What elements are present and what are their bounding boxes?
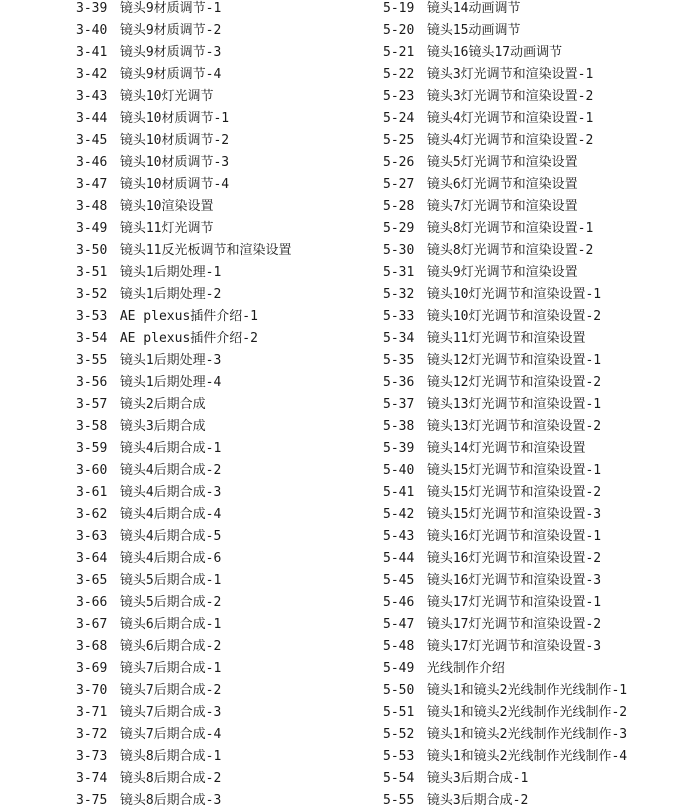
lesson-item bbox=[383, 526, 693, 548]
lesson-list-right-column bbox=[383, 0, 693, 812]
lesson-item bbox=[76, 240, 376, 262]
lesson-number: 3-44 bbox=[76, 111, 108, 126]
lesson-item bbox=[76, 394, 376, 416]
lesson-number: 3-69 bbox=[76, 661, 108, 676]
lesson-number: 3-63 bbox=[76, 529, 108, 544]
lesson-title: 镜头16灯光调节和渲染设置-2 bbox=[426, 551, 602, 566]
lesson-item bbox=[76, 570, 376, 592]
lesson-title: 镜头9灯光调节和渲染设置 bbox=[426, 265, 578, 280]
lesson-item bbox=[383, 284, 693, 306]
lesson-item bbox=[76, 526, 376, 548]
lesson-item bbox=[383, 416, 693, 438]
lesson-title: 镜头4灯光调节和渲染设置-2 bbox=[426, 133, 594, 148]
lesson-item bbox=[383, 768, 693, 790]
lesson-item bbox=[76, 350, 376, 372]
lesson-item bbox=[383, 790, 693, 812]
lesson-title: 镜头9材质调节-3 bbox=[119, 45, 222, 60]
lesson-number: 3-53 bbox=[76, 309, 108, 324]
lesson-item bbox=[76, 42, 376, 64]
lesson-number: 3-42 bbox=[76, 67, 108, 82]
lesson-title: 镜头10渲染设置 bbox=[119, 199, 214, 214]
lesson-title: 镜头17灯光调节和渲染设置-2 bbox=[426, 617, 602, 632]
lesson-title: 镜头1后期处理-3 bbox=[119, 353, 222, 368]
lesson-item bbox=[76, 460, 376, 482]
lesson-title: 镜头6后期合成-2 bbox=[119, 639, 222, 654]
lesson-number: 3-46 bbox=[76, 155, 108, 170]
lesson-number: 5-44 bbox=[383, 551, 415, 566]
lesson-number: 5-29 bbox=[383, 221, 415, 236]
lesson-number: 3-55 bbox=[76, 353, 108, 368]
lesson-title: 镜头3后期合成-2 bbox=[426, 793, 529, 808]
lesson-title: 镜头16灯光调节和渲染设置-1 bbox=[426, 529, 602, 544]
lesson-number: 3-49 bbox=[76, 221, 108, 236]
lesson-number: 5-45 bbox=[383, 573, 415, 588]
lesson-title: 镜头11灯光调节 bbox=[119, 221, 214, 236]
lesson-number: 5-31 bbox=[383, 265, 415, 280]
lesson-title: 镜头4后期合成-4 bbox=[119, 507, 222, 522]
lesson-item bbox=[76, 174, 376, 196]
lesson-title: 镜头6灯光调节和渲染设置 bbox=[426, 177, 578, 192]
lesson-title: 镜头16灯光调节和渲染设置-3 bbox=[426, 573, 602, 588]
lesson-title: 镜头3灯光调节和渲染设置-2 bbox=[426, 89, 594, 104]
lesson-item bbox=[383, 328, 693, 350]
lesson-number: 5-24 bbox=[383, 111, 415, 126]
lesson-title: 镜头1和镜头2光线制作光线制作-4 bbox=[426, 749, 628, 764]
lesson-item bbox=[76, 86, 376, 108]
lesson-number: 5-30 bbox=[383, 243, 415, 258]
lesson-number: 5-28 bbox=[383, 199, 415, 214]
lesson-item bbox=[76, 658, 376, 680]
lesson-number: 5-38 bbox=[383, 419, 415, 434]
lesson-number: 3-50 bbox=[76, 243, 108, 258]
lesson-number: 5-27 bbox=[383, 177, 415, 192]
lesson-title: 镜头7后期合成-3 bbox=[119, 705, 222, 720]
lesson-title: 镜头1后期处理-4 bbox=[119, 375, 222, 390]
lesson-title: 镜头4后期合成-6 bbox=[119, 551, 222, 566]
lesson-number: 3-51 bbox=[76, 265, 108, 280]
lesson-item bbox=[383, 108, 693, 130]
lesson-title: 镜头10灯光调节 bbox=[119, 89, 214, 104]
lesson-title: 镜头16镜头17动画调节 bbox=[426, 45, 563, 60]
lesson-number: 3-54 bbox=[76, 331, 108, 346]
lesson-number: 3-74 bbox=[76, 771, 108, 786]
lesson-title: 镜头7灯光调节和渲染设置 bbox=[426, 199, 578, 214]
lesson-item bbox=[76, 20, 376, 42]
lesson-number: 5-55 bbox=[383, 793, 415, 808]
lesson-title: 镜头9材质调节-4 bbox=[119, 67, 222, 82]
lesson-number: 5-34 bbox=[383, 331, 415, 346]
lesson-item bbox=[383, 0, 693, 20]
lesson-number: 3-75 bbox=[76, 793, 108, 808]
lesson-item bbox=[76, 592, 376, 614]
lesson-item bbox=[76, 328, 376, 350]
lesson-title: 镜头1和镜头2光线制作光线制作-2 bbox=[426, 705, 628, 720]
lesson-item bbox=[383, 20, 693, 42]
lesson-item bbox=[76, 768, 376, 790]
lesson-title: 镜头10材质调节-2 bbox=[119, 133, 230, 148]
lesson-title: 镜头8后期合成-2 bbox=[119, 771, 222, 786]
lesson-item bbox=[76, 636, 376, 658]
lesson-number: 3-45 bbox=[76, 133, 108, 148]
lesson-item bbox=[76, 438, 376, 460]
lesson-number: 3-48 bbox=[76, 199, 108, 214]
lesson-title: 镜头10材质调节-3 bbox=[119, 155, 230, 170]
lesson-title: 镜头17灯光调节和渲染设置-3 bbox=[426, 639, 602, 654]
lesson-item bbox=[383, 724, 693, 746]
lesson-item bbox=[383, 350, 693, 372]
lesson-item bbox=[76, 130, 376, 152]
lesson-number: 3-52 bbox=[76, 287, 108, 302]
lesson-item bbox=[76, 372, 376, 394]
lesson-item bbox=[383, 438, 693, 460]
lesson-number: 5-20 bbox=[383, 23, 415, 38]
lesson-item bbox=[76, 262, 376, 284]
lesson-title: 镜头10材质调节-4 bbox=[119, 177, 230, 192]
lesson-title: 镜头8后期合成-1 bbox=[119, 749, 222, 764]
lesson-number: 3-56 bbox=[76, 375, 108, 390]
lesson-title: AE plexus插件介绍-2 bbox=[119, 331, 258, 346]
lesson-number: 5-22 bbox=[383, 67, 415, 82]
lesson-title: 镜头4灯光调节和渲染设置-1 bbox=[426, 111, 594, 126]
lesson-item bbox=[383, 570, 693, 592]
lesson-item bbox=[383, 482, 693, 504]
lesson-number: 5-39 bbox=[383, 441, 415, 456]
lesson-title: 镜头15动画调节 bbox=[426, 23, 521, 38]
lesson-item bbox=[383, 372, 693, 394]
lesson-item bbox=[383, 306, 693, 328]
lesson-item bbox=[76, 416, 376, 438]
lesson-number: 3-58 bbox=[76, 419, 108, 434]
lesson-title: 镜头1和镜头2光线制作光线制作-3 bbox=[426, 727, 628, 742]
lesson-title: 镜头9材质调节-1 bbox=[119, 1, 222, 16]
lesson-item bbox=[383, 130, 693, 152]
lesson-item bbox=[383, 614, 693, 636]
lesson-item bbox=[383, 174, 693, 196]
lesson-title: 镜头15灯光调节和渲染设置-1 bbox=[426, 463, 602, 478]
lesson-item bbox=[76, 724, 376, 746]
lesson-item bbox=[76, 614, 376, 636]
lesson-title: 镜头3后期合成-1 bbox=[426, 771, 529, 786]
lesson-item bbox=[383, 548, 693, 570]
lesson-title: 镜头15灯光调节和渲染设置-2 bbox=[426, 485, 602, 500]
lesson-item bbox=[76, 152, 376, 174]
lesson-item bbox=[383, 702, 693, 724]
lesson-title: 镜头4后期合成-2 bbox=[119, 463, 222, 478]
lesson-item bbox=[76, 0, 376, 20]
lesson-title: 镜头3灯光调节和渲染设置-1 bbox=[426, 67, 594, 82]
lesson-number: 3-47 bbox=[76, 177, 108, 192]
lesson-title: 光线制作介绍 bbox=[426, 661, 505, 676]
lesson-number: 5-33 bbox=[383, 309, 415, 324]
lesson-title: 镜头11反光板调节和渲染设置 bbox=[119, 243, 292, 258]
lesson-item bbox=[383, 592, 693, 614]
lesson-title: 镜头17灯光调节和渲染设置-1 bbox=[426, 595, 602, 610]
lesson-number: 5-43 bbox=[383, 529, 415, 544]
lesson-item bbox=[383, 218, 693, 240]
lesson-number: 5-47 bbox=[383, 617, 415, 632]
lesson-number: 3-62 bbox=[76, 507, 108, 522]
lesson-item bbox=[383, 240, 693, 262]
lesson-item bbox=[383, 42, 693, 64]
lesson-number: 3-65 bbox=[76, 573, 108, 588]
lesson-item bbox=[383, 460, 693, 482]
lesson-title: 镜头10灯光调节和渲染设置-2 bbox=[426, 309, 602, 324]
lesson-number: 5-23 bbox=[383, 89, 415, 104]
lesson-title: 镜头12灯光调节和渲染设置-1 bbox=[426, 353, 602, 368]
lesson-number: 5-54 bbox=[383, 771, 415, 786]
lesson-title: 镜头11灯光调节和渲染设置 bbox=[426, 331, 586, 346]
lesson-number: 5-48 bbox=[383, 639, 415, 654]
lesson-number: 3-41 bbox=[76, 45, 108, 60]
lesson-item bbox=[383, 394, 693, 416]
lesson-number: 3-57 bbox=[76, 397, 108, 412]
lesson-title: 镜头15灯光调节和渲染设置-3 bbox=[426, 507, 602, 522]
lesson-title: 镜头8灯光调节和渲染设置-1 bbox=[426, 221, 594, 236]
lesson-title: 镜头1后期处理-2 bbox=[119, 287, 222, 302]
lesson-item bbox=[76, 680, 376, 702]
lesson-number: 3-73 bbox=[76, 749, 108, 764]
lesson-title: 镜头5灯光调节和渲染设置 bbox=[426, 155, 578, 170]
lesson-item bbox=[383, 262, 693, 284]
lesson-number: 5-26 bbox=[383, 155, 415, 170]
lesson-item bbox=[383, 86, 693, 108]
lesson-item bbox=[76, 548, 376, 570]
lesson-item bbox=[383, 746, 693, 768]
lesson-number: 3-70 bbox=[76, 683, 108, 698]
lesson-number: 5-40 bbox=[383, 463, 415, 478]
lesson-title: 镜头4后期合成-5 bbox=[119, 529, 222, 544]
lesson-title: 镜头7后期合成-4 bbox=[119, 727, 222, 742]
lesson-item bbox=[76, 196, 376, 218]
lesson-item bbox=[383, 64, 693, 86]
lesson-title: 镜头3后期合成 bbox=[119, 419, 206, 434]
lesson-item bbox=[383, 658, 693, 680]
lesson-number: 5-51 bbox=[383, 705, 415, 720]
lesson-title: 镜头2后期合成 bbox=[119, 397, 206, 412]
lesson-number: 3-67 bbox=[76, 617, 108, 632]
lesson-item bbox=[76, 746, 376, 768]
lesson-title: 镜头13灯光调节和渲染设置-2 bbox=[426, 419, 602, 434]
lesson-number: 3-60 bbox=[76, 463, 108, 478]
lesson-item bbox=[383, 636, 693, 658]
lesson-number: 5-19 bbox=[383, 1, 415, 16]
lesson-title: 镜头1和镜头2光线制作光线制作-1 bbox=[426, 683, 628, 698]
lesson-number: 3-61 bbox=[76, 485, 108, 500]
lesson-number: 5-37 bbox=[383, 397, 415, 412]
lesson-title: 镜头12灯光调节和渲染设置-2 bbox=[426, 375, 602, 390]
lesson-item bbox=[383, 196, 693, 218]
lesson-title: 镜头7后期合成-2 bbox=[119, 683, 222, 698]
lesson-number: 5-49 bbox=[383, 661, 415, 676]
lesson-title: 镜头8后期合成-3 bbox=[119, 793, 222, 808]
lesson-number: 5-42 bbox=[383, 507, 415, 522]
lesson-list-left-column bbox=[76, 0, 376, 812]
lesson-item bbox=[76, 504, 376, 526]
lesson-number: 5-52 bbox=[383, 727, 415, 742]
lesson-item bbox=[76, 306, 376, 328]
lesson-title: 镜头14灯光调节和渲染设置 bbox=[426, 441, 586, 456]
lesson-number: 3-39 bbox=[76, 1, 108, 16]
lesson-number: 3-43 bbox=[76, 89, 108, 104]
lesson-title: 镜头4后期合成-3 bbox=[119, 485, 222, 500]
lesson-number: 5-50 bbox=[383, 683, 415, 698]
lesson-title: 镜头4后期合成-1 bbox=[119, 441, 222, 456]
lesson-title: 镜头5后期合成-1 bbox=[119, 573, 222, 588]
lesson-number: 5-25 bbox=[383, 133, 415, 148]
lesson-item bbox=[76, 64, 376, 86]
lesson-number: 5-53 bbox=[383, 749, 415, 764]
lesson-number: 5-46 bbox=[383, 595, 415, 610]
lesson-number: 3-66 bbox=[76, 595, 108, 610]
lesson-number: 5-41 bbox=[383, 485, 415, 500]
lesson-item bbox=[76, 218, 376, 240]
lesson-item bbox=[76, 108, 376, 130]
lesson-title: 镜头8灯光调节和渲染设置-2 bbox=[426, 243, 594, 258]
lesson-item bbox=[76, 482, 376, 504]
lesson-number: 3-59 bbox=[76, 441, 108, 456]
lesson-number: 3-71 bbox=[76, 705, 108, 720]
lesson-number: 3-64 bbox=[76, 551, 108, 566]
lesson-item bbox=[383, 152, 693, 174]
lesson-number: 3-72 bbox=[76, 727, 108, 742]
lesson-number: 5-35 bbox=[383, 353, 415, 368]
lesson-title: 镜头6后期合成-1 bbox=[119, 617, 222, 632]
lesson-title: 镜头1后期处理-1 bbox=[119, 265, 222, 280]
lesson-title: 镜头10材质调节-1 bbox=[119, 111, 230, 126]
lesson-item bbox=[76, 790, 376, 812]
lesson-title: AE plexus插件介绍-1 bbox=[119, 309, 258, 324]
lesson-item bbox=[76, 284, 376, 306]
lesson-title: 镜头14动画调节 bbox=[426, 1, 521, 16]
lesson-title: 镜头9材质调节-2 bbox=[119, 23, 222, 38]
lesson-number: 5-36 bbox=[383, 375, 415, 390]
lesson-title: 镜头7后期合成-1 bbox=[119, 661, 222, 676]
lesson-item bbox=[383, 504, 693, 526]
lesson-number: 5-21 bbox=[383, 45, 415, 60]
lesson-title: 镜头13灯光调节和渲染设置-1 bbox=[426, 397, 602, 412]
lesson-title: 镜头10灯光调节和渲染设置-1 bbox=[426, 287, 602, 302]
lesson-number: 3-68 bbox=[76, 639, 108, 654]
lesson-number: 3-40 bbox=[76, 23, 108, 38]
lesson-title: 镜头5后期合成-2 bbox=[119, 595, 222, 610]
lesson-item bbox=[76, 702, 376, 724]
lesson-number: 5-32 bbox=[383, 287, 415, 302]
lesson-item bbox=[383, 680, 693, 702]
